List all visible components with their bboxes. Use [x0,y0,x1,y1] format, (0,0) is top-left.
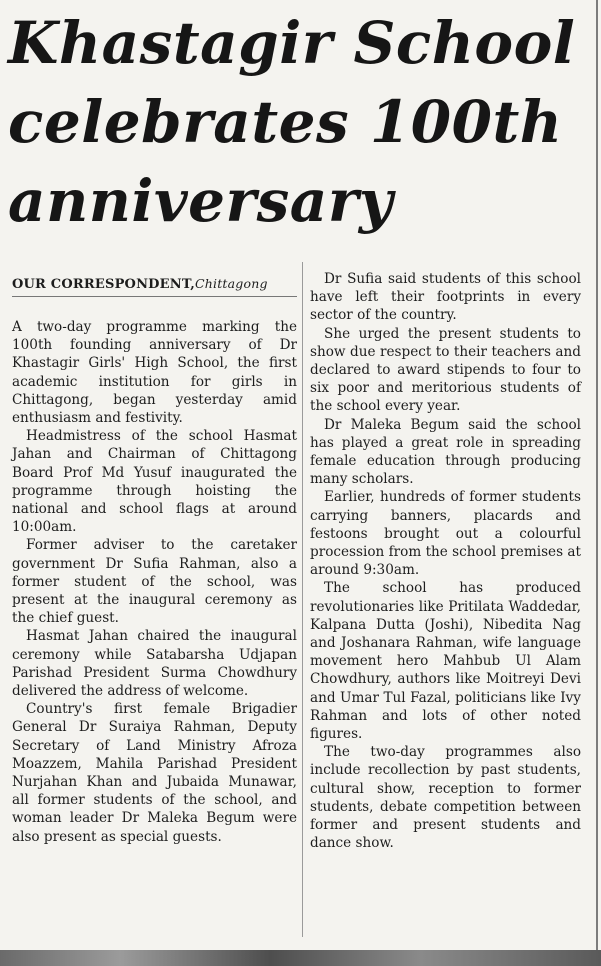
paragraph: Former adviser to the caretaker government Dr Sufia Rahman, also a former student of the school, was present at the inaugural ceremony as the chief guest. [12,537,297,627]
byline [12,276,297,297]
paragraph: A two-day programme marking the 100th founding anniversary of Dr Khastagir Girls' High School, the first academic institution for girls in Chittagong, began yesterday amid enthusiasm and festivity. [12,319,297,427]
page-edge-border [596,0,598,960]
bottom-image-strip [0,950,601,966]
article-column-left [12,318,297,846]
column-divider [302,262,303,937]
headline [8,4,598,241]
paragraph: Dr Maleka Begum said the school has played a great role in spreading female education through producing many scholars. [310,416,581,488]
paragraph: The school has produced revolutionaries like Pritilata Waddedar, Kalpana Dutta (Joshi), Nibedita Nag and Joshanara Rahman, wife language movement hero Mahbub Ul Alam Chowdhury, authors like Moitreyi Devi and Umar Tul Fazal, politicians like Ivy Rahman and lots of other noted figures. [310,580,581,743]
headline-line-2: celebrates 100th [8,88,563,156]
paragraph: The two-day programmes also include recollection by past students, cultural show, reception to former students, debate competition between former and present students and dance show. [310,744,581,852]
headline-line-1: Khastagir School [8,9,576,77]
paragraph: Country's first female Brigadier General Dr Suraiya Rahman, Deputy Secretary of Land Ministry Afroza Moazzem, Mahila Parishad President Nurjahan Khan and Jubaida Munawar, all former students of the school, and woman leader Dr Maleka Begum were also present as special guests. [12,701,297,845]
paragraph: She urged the present students to show due respect to their teachers and declared to award stipends to four to six poor and meritorious students of the school every year. [310,325,581,415]
paragraph: Hasmat Jahan chaired the inaugural ceremony while Satabarsha Udjapan Parishad President Surma Chowdhury delivered the address of welcome. [12,628,297,700]
paragraph: Dr Sufia said students of this school have left their footprints in every sector of the country. [310,271,581,324]
byline-location: Chittagong [195,276,268,291]
headline-line-3: anniversary [8,167,394,235]
byline-author: OUR CORRESPONDENT, [12,277,195,292]
paragraph: Earlier, hundreds of former students carrying banners, placards and festoons brought out a colourful procession from the school premises at around 9:30am. [310,489,581,579]
article-column-right [310,270,581,853]
paragraph: Headmistress of the school Hasmat Jahan and Chairman of Chittagong Board Prof Md Yusuf inaugurated the programme through hoisting the national and school flags at around 10:00am. [12,428,297,536]
